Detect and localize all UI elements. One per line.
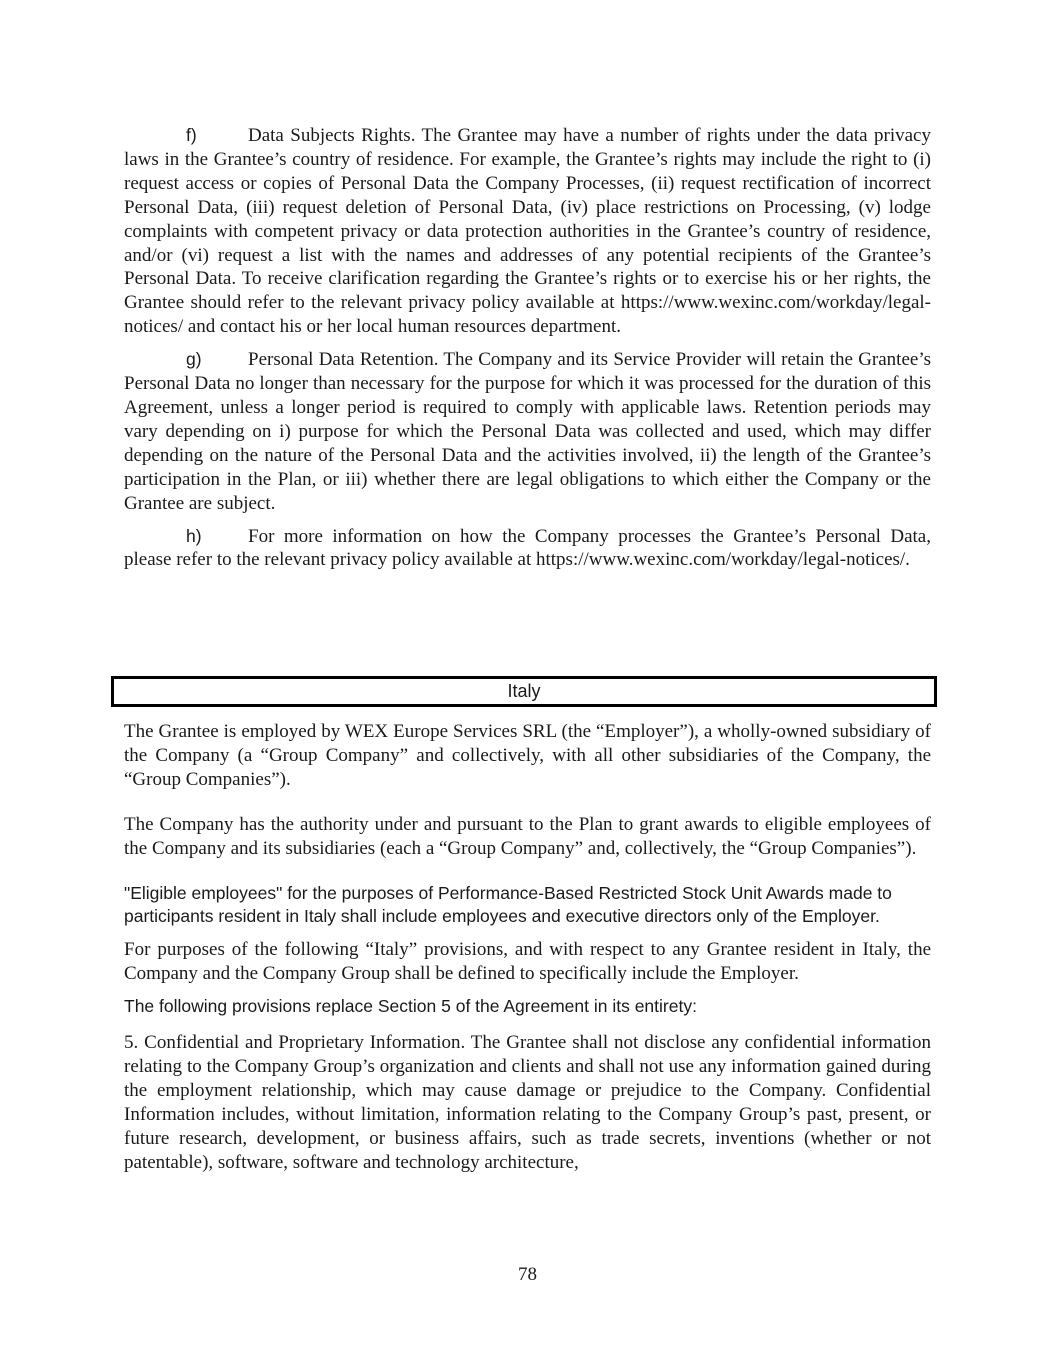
section-h-marker: h)	[186, 525, 202, 546]
section-g-paragraph	[124, 348, 931, 515]
italy-paragraph-replacement-notice: The following provisions replace Section 5 of the Agreement in its entirety:	[124, 996, 697, 1017]
italy-heading: Italy	[111, 676, 937, 707]
italy-paragraph-employer: The Grantee is employed by WEX Europe Services SRL (the “Employer”), a wholly-owned subsidiary of the Company (a “Group Company” and collectively, with all other subsidiaries of the Company, the “Group Companies”).	[124, 721, 931, 790]
italy-paragraph-authority: The Company has the authority under and pursuant to the Plan to grant awards to eligible employees of the Company and its subsidiaries (each a “Group Company” and, collectively, the “Group Companies”).	[124, 813, 931, 859]
section-h-text: For more information on how the Company processes the Grantee’s Personal Data, please refer to the relevant privacy policy available at https://www.wexinc.com/workday/legal-notices/.	[124, 525, 931, 571]
section-f-paragraph	[124, 124, 931, 339]
section-f-marker: f)	[186, 125, 197, 145]
italy-paragraph-eligible-employees: "Eligible employees" for the purposes of Performance-Based Restricted Stock Unit Awards made to participants resident in Italy shall include employees and executive directors only of the Employer.	[124, 882, 892, 927]
section-g-text: Personal Data Retention. The Company and its Service Provider will retain the Grantee’s Personal Data no longer than necessary for the purpose for which it was processed for the duration of this Agreement, unless a longer period is required to comply with applicable laws. Retention periods may vary depending on i) purpose for which the Personal Data was collected and used, which may differ depending on the nature of the Personal Data and the activities involved, ii) the length of the Grantee’s participation in the Plan, or iii) whether there are legal obligations to which either the Company or the Grantee are subject.	[124, 349, 931, 514]
section-h-paragraph	[124, 525, 931, 573]
page-number: 78	[518, 1264, 537, 1285]
italy-paragraph-confidential-information: 5. Confidential and Proprietary Information. The Grantee shall not disclose any confidential information relating to the Company Group’s organization and clients and shall not use any information gained during the employment relationship, which may cause damage or prejudice to the Company. Confidential Information includes, without limitation, information relating to the Company Group’s past, present, or future research, development, or business affairs, such as trade secrets, inventions (whether or not patentable), software, software and technology architecture,	[124, 1032, 931, 1173]
italy-paragraph-purposes: For purposes of the following “Italy” provisions, and with respect to any Grantee resident in Italy, the Company and the Company Group shall be defined to specifically include the Employer.	[124, 939, 931, 985]
italy-section	[124, 720, 931, 1175]
section-g-marker: g)	[186, 349, 202, 370]
document-body	[124, 124, 931, 572]
section-f-text: Data Subjects Rights. The Grantee may have a number of rights under the data privacy laws in the Grantee’s country of residence. For example, the Grantee’s rights may include the right to (i) request access or copies of Personal Data the Company Processes, (ii) request rectification of incorrect Personal Data, (iii) request deletion of Personal Data, (iv) place restrictions on Processing, (v) lodge complaints with competent privacy or data protection authorities in the Grantee’s country of residence, and/or (vi) request a list with the names and addresses of any potential recipients of the Grantee’s Personal Data. To receive clarification regarding the Grantee’s rights or to exercise his or her rights, the Grantee should refer to the relevant privacy policy available at https://www.wexinc.com/workday/legal-notices/ and contact his or her local human resources department.	[124, 125, 931, 338]
